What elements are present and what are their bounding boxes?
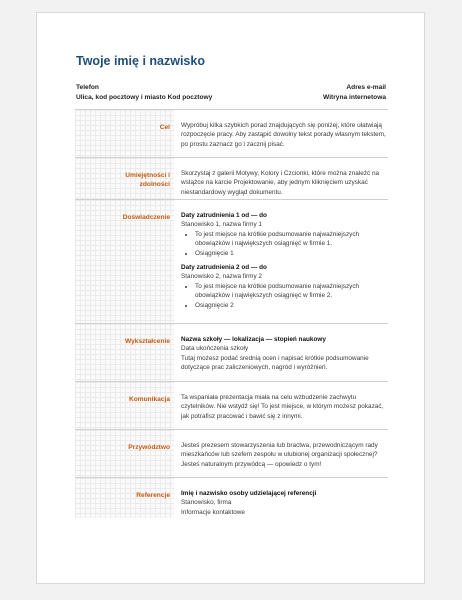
section-label-cell [75,478,174,518]
graduation-date[interactable]: Data ukończenia szkoły [181,345,249,353]
job-position[interactable]: Stanowisko 1, nazwa firmy 1 [181,221,262,229]
section-education [75,323,388,382]
objective-label: Cel [159,124,170,131]
job-bullet[interactable]: • Osiągnięcie 2 [195,301,388,310]
job-bullets [181,230,388,258]
section-leadership [75,429,388,478]
email[interactable]: Adres e-mail [346,84,386,91]
references-body [181,489,388,517]
education-text[interactable]: Tutaj możesz podać średnią ocen i napisać krótkie podsumowanie dotyczące prac zaliczeniowych, nagród i wyróżnień. [181,354,369,372]
section-objective [75,109,388,158]
experience-label: Doświadczenie [122,214,170,221]
experience-body [181,211,388,310]
section-label-cell [75,430,174,478]
school-name[interactable]: Nazwa szkoły — lokalizacja — stopień naukowy [181,336,326,343]
section-label-cell [75,200,174,324]
address[interactable]: Ulica, kod pocztowy i miasto Kod pocztowy [76,94,213,101]
job-dates[interactable]: Daty zatrudnienia 2 od — do [181,264,267,272]
section-label-cell [75,382,174,430]
website[interactable]: Witryna internetowa [323,94,386,101]
section-references [75,477,388,518]
contact-right-block [323,83,386,103]
communication-text[interactable]: Ta wspaniała prezentacja miała na celu wzbudzenie zachwytu czytelników. Nie wstydź się! To jest miejsce, w którym możesz pokazać, jak potrafisz pracować i bawić się z innymi. [181,394,384,420]
section-label-cell [75,158,174,200]
objective-text[interactable]: Wypróbuj kilka szybkich porad znajdujących się poniżej, które ułatwiają rozpoczęcie pracy. Aby zastąpić dowolny tekst porady własnym tekstem, po prostu zaznacz go i zacznij pisać. [181,122,386,148]
job-bullet[interactable]: • Osiągnięcie 1 [195,249,388,258]
job-dates[interactable]: Daty zatrudnienia 1 od — do [181,212,267,219]
references-label: Referencje [136,492,170,499]
resume-name[interactable]: Twoje imię i nazwisko [76,54,205,68]
skills-label [125,171,170,189]
contact-left-block [76,83,212,103]
leadership-text[interactable]: Jesteś prezesem stowarzyszenia lub bractwa, przewodniczącym rady mieszkańców lub szefem zespołu w ulubionej organizacji społecznej? Jesteś naturalnym przywódcą — opowiedz o tym! [181,442,378,468]
education-label: Wykształcenie [125,338,170,345]
reference-position[interactable]: Stanowisko, firma [181,499,232,507]
skills-label-line2: zdolności [139,181,170,188]
section-skills [75,157,388,200]
phone[interactable]: Telefon [76,84,99,91]
communication-label: Komunikacja [128,396,170,403]
education-body [181,335,388,373]
section-label-cell [75,110,174,158]
job-position[interactable]: Stanowisko 2, nazwa firmy 2 [181,273,262,281]
leadership-label: Przywództwo [128,444,170,451]
skills-label-line1: Umiejętności i [125,172,170,179]
reference-contact[interactable]: Informacje kontaktowe [181,508,245,516]
section-communication [75,381,388,430]
section-experience [75,199,388,324]
section-label-cell [75,324,174,382]
job-bullet[interactable]: • To jest miejsce na krótkie podsumowanie najważniejszych obowiązków i największych osiągnięć w firmie 2. [195,282,388,301]
job-bullets [181,282,388,310]
reference-name[interactable]: Imię i nazwisko osoby udzielającej referencji [181,490,317,497]
skills-text[interactable]: Skorzystaj z galerii Motywy, Kolory i Czcionki, które można znaleźć na wstążce na karcie Projektowanie, aby jednym kliknięciem uzyskać niestandardowy wygląd dokumentu. [181,170,380,196]
resume-page [36,12,425,584]
job-bullet[interactable]: • To jest miejsce na krótkie podsumowanie najważniejszych obowiązków i największych osiągnięć w firmie 1. [195,230,388,249]
